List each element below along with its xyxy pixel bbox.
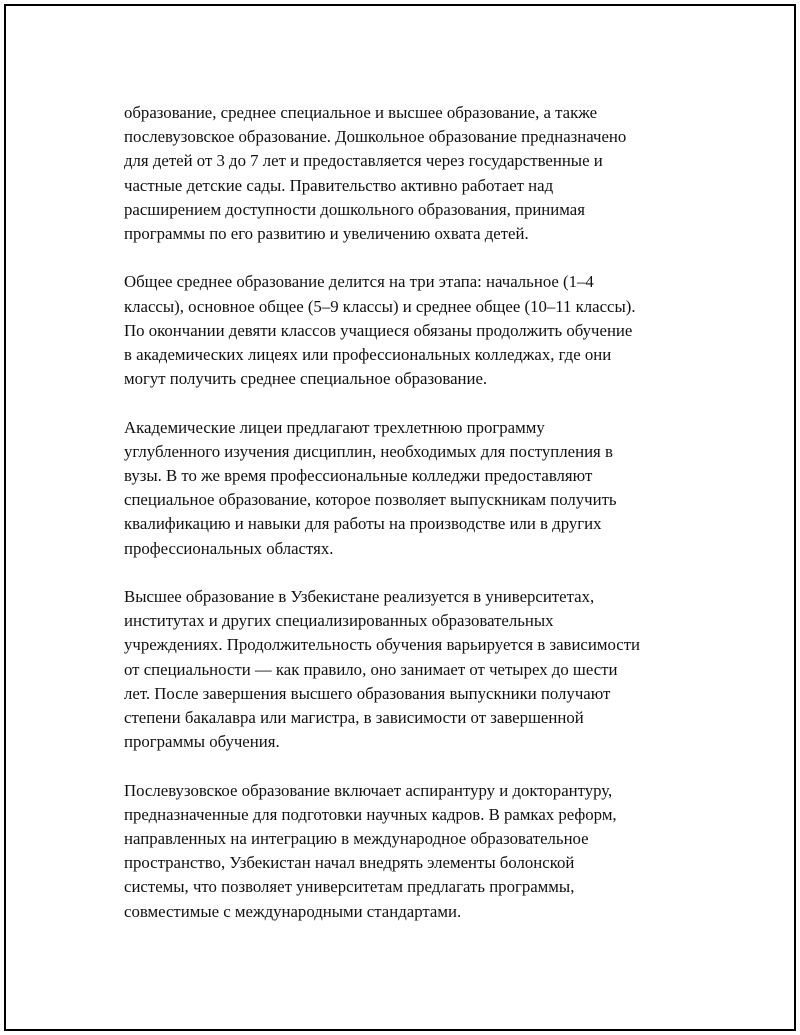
text-line: профессиональных областях. (124, 538, 334, 558)
text-line: системы, что позволяет университетам предлагать программы, (124, 877, 575, 897)
text-line: расширением доступности дошкольного образования, принимая (124, 199, 585, 219)
paragraph-2 (124, 270, 694, 391)
text-line: программы обучения. (124, 732, 280, 752)
text-line: Послевузовское образование включает аспирантуру и докторантуру, (124, 780, 613, 800)
text-line: предназначенные для подготовки научных кадров. В рамках реформ, (124, 804, 617, 824)
text-line: лет. После завершения высшего образования выпускники получают (124, 683, 611, 703)
text-line: институтах и других специализированных образовательных (124, 611, 554, 631)
document-body (124, 101, 694, 948)
text-line: направленных на интеграцию в международное образовательное (124, 829, 589, 849)
text-line: вузы. В то же время профессиональные колледжи предоставляют (124, 466, 593, 486)
text-line: Высшее образование в Узбекистане реализуется в университетах, (124, 587, 595, 607)
text-line: степени бакалавра или магистра, в зависимости от завершенной (124, 708, 584, 728)
text-line: частные детские сады. Правительство активно работает над (124, 175, 554, 195)
text-line: послевузовское образование. Дошкольное образование предназначено (124, 127, 627, 147)
paragraph-5 (124, 779, 694, 924)
text-line: Академические лицеи предлагают трехлетнюю программу (124, 417, 545, 437)
paragraph-3 (124, 416, 694, 561)
text-line: совместимые с международными стандартами. (124, 901, 462, 921)
text-line: программы по его развитию и увеличению охвата детей. (124, 224, 529, 244)
paragraph-1 (124, 101, 694, 246)
text-line: учреждениях. Продолжительность обучения варьируется в зависимости (124, 635, 641, 655)
page-frame (4, 4, 796, 1031)
text-line: образование, среднее специальное и высшее образование, а также (124, 103, 598, 122)
text-line: могут получить среднее специальное образование. (124, 369, 488, 389)
paragraph-4 (124, 585, 694, 754)
text-line: для детей от 3 до 7 лет и предоставляется через государственные и (124, 151, 603, 171)
text-line: специальное образование, которое позволяет выпускникам получить (124, 490, 617, 510)
text-line: квалификацию и навыки для работы на производстве или в других (124, 514, 602, 534)
text-line: По окончании девяти классов учащиеся обязаны продолжить обучение (124, 320, 633, 340)
text-line: от специальности — как правило, оно занимает от четырех до шести (124, 659, 618, 679)
text-line: пространство, Узбекистан начал внедрять элементы болонской (124, 853, 575, 873)
text-line: углубленного изучения дисциплин, необходимых для поступления в (124, 441, 613, 461)
text-line: классы), основное общее (5–9 классы) и среднее общее (10–11 классы). (124, 296, 636, 316)
text-line: в академических лицеях или профессиональных колледжах, где они (124, 345, 612, 365)
text-line: Общее среднее образование делится на три этапа: начальное (1–4 (124, 272, 594, 292)
